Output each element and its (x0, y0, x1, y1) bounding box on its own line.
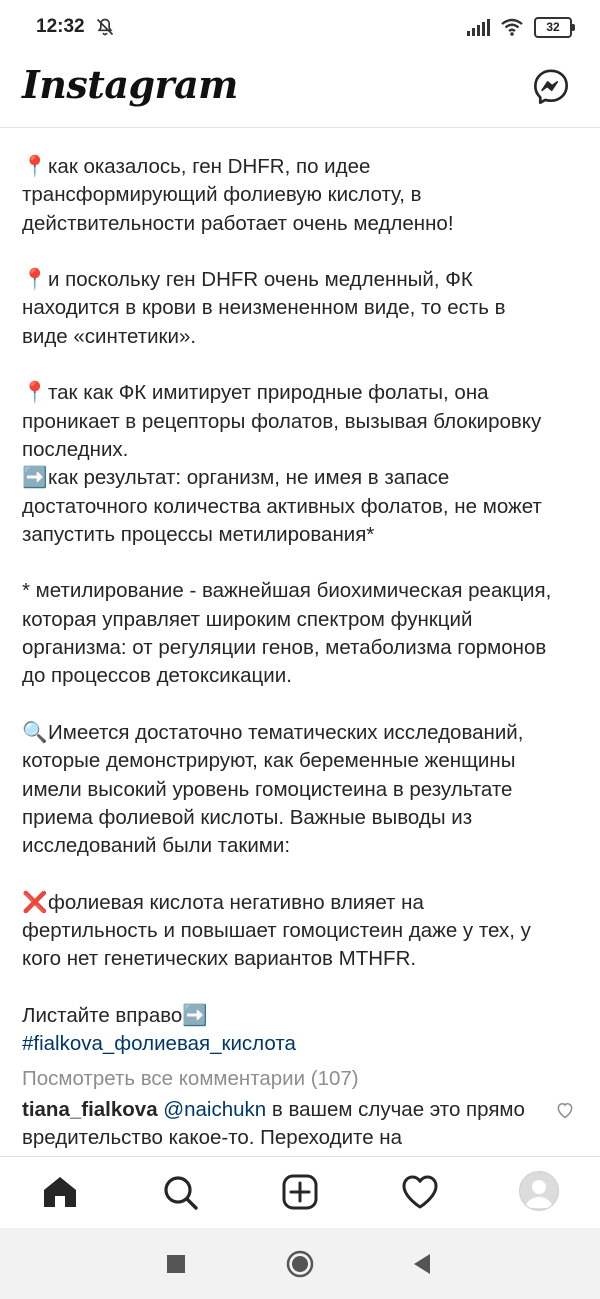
status-left (36, 16, 115, 38)
caption-text: которые демонстрируют, как беременные женщины (22, 749, 516, 773)
system-nav-bar (0, 1228, 600, 1299)
caption-paragraph (22, 153, 582, 238)
caption-paragraph (22, 379, 582, 549)
caption-line (22, 945, 582, 973)
caption-line (22, 606, 582, 634)
new-post-icon[interactable] (280, 1172, 320, 1212)
comment-text-1: в вашем случае это прямо (266, 1098, 525, 1121)
caption-text: которая управляет широким спектром функций (22, 607, 473, 631)
caption-text: как оказалось, ген DHFR, по идее (48, 155, 371, 178)
caption-line (22, 917, 582, 945)
caption-line (22, 408, 582, 436)
comment-line (22, 1096, 542, 1124)
caption-text: проникает в рецепторы фолатов, вызывая блокировку (22, 409, 542, 433)
caption-line (22, 153, 582, 181)
activity-heart-icon[interactable] (400, 1172, 440, 1212)
emoji-icon: ❌ (22, 890, 48, 914)
swipe-line (22, 1002, 582, 1030)
caption-text: и поскольку ген DHFR очень медленный, ФК (48, 268, 473, 292)
battery-icon (534, 17, 572, 38)
caption-text: так как ФК имитирует природные фолаты, она (48, 381, 489, 405)
caption-line (22, 181, 582, 209)
caption-paragraph (22, 577, 582, 690)
caption-text: трансформирующий фолиевую кислоту, в (22, 183, 422, 207)
avatar-placeholder-icon (520, 1172, 558, 1210)
hashtag-link[interactable]: #fialkova_фолиевая_кислота (22, 1032, 296, 1056)
caption-line (22, 294, 582, 322)
caption-line (22, 379, 582, 407)
caption-line (22, 804, 582, 832)
battery-level: 32 (546, 20, 560, 34)
comment-username[interactable]: tiana_fialkova (22, 1098, 158, 1121)
bell-muted-icon (95, 17, 115, 37)
caption-text: фертильность и повышает гомоцистеин даже у тех, у (22, 919, 531, 943)
caption-line (22, 577, 582, 605)
caption-text: исследований были такими: (22, 834, 291, 858)
status-bar (0, 0, 600, 54)
status-right (466, 17, 572, 38)
comment (22, 1096, 542, 1153)
caption-paragraph (22, 266, 582, 351)
view-all-comments-link[interactable]: Посмотреть все комментарии (107) (22, 1067, 359, 1090)
status-time: 12:32 (36, 16, 85, 37)
caption-text: приема фолиевой кислоты. Важные выводы из (22, 805, 473, 829)
caption-text: достаточного количества активных фолатов, не может (22, 494, 542, 518)
emoji-icon: 📍 (22, 268, 48, 292)
caption-paragraph (22, 1002, 582, 1059)
caption-paragraph (22, 889, 582, 974)
caption-line (22, 210, 582, 238)
home-circle-icon[interactable] (286, 1250, 314, 1278)
back-triangle-icon[interactable] (408, 1250, 436, 1278)
comment-like-heart-icon[interactable] (555, 1100, 575, 1120)
caption-text: как результат: организм, не имея в запасе (48, 466, 450, 490)
search-icon[interactable] (160, 1172, 200, 1212)
caption-line (22, 634, 582, 662)
caption-line (22, 493, 582, 521)
messenger-icon[interactable] (532, 68, 570, 106)
caption-line (22, 464, 582, 492)
caption-line (22, 662, 582, 690)
emoji-icon: 📍 (22, 155, 48, 178)
caption-text: Имеется достаточно тематических исследований, (48, 720, 524, 744)
recents-square-icon[interactable] (162, 1250, 190, 1278)
caption-paragraph (22, 719, 582, 860)
app-header (0, 54, 600, 128)
caption-line (22, 323, 582, 351)
comment-mention[interactable]: @naichukn (163, 1098, 267, 1121)
signal-icon (466, 18, 490, 36)
profile-avatar[interactable] (519, 1171, 559, 1211)
caption-line (22, 436, 582, 464)
caption-text: находится в крови в неизмененном виде, то есть в (22, 296, 506, 320)
caption-text: имели высокий уровень гомоцистеина в результате (22, 777, 513, 801)
caption-text: до процессов детоксикации. (22, 664, 292, 688)
caption-line (22, 832, 582, 860)
caption-line (22, 719, 582, 747)
caption-text: фолиевая кислота негативно влияет на (48, 890, 424, 914)
caption-line (22, 776, 582, 804)
caption-text: организма: от регуляции генов, метаболизма гормонов (22, 636, 547, 660)
caption-text: виде «синтетики». (22, 324, 197, 348)
caption-text: последних. (22, 437, 129, 461)
bottom-nav (0, 1156, 600, 1227)
caption-line (22, 266, 582, 294)
caption-text: запустить процессы метилирования* (22, 522, 375, 546)
emoji-icon: 🔍 (22, 720, 48, 744)
caption-line (22, 747, 582, 775)
caption-text: действительности работает очень медленно! (22, 211, 454, 235)
arrow-right-emoji-icon: ➡️ (182, 1003, 208, 1027)
caption-text: * метилирование - важнейшая биохимическая реакция, (22, 579, 552, 603)
swipe-text: Листайте вправо (22, 1003, 183, 1027)
instagram-logo[interactable]: Instagram (22, 62, 238, 107)
emoji-icon: 📍 (22, 381, 48, 405)
wifi-icon (500, 18, 524, 36)
caption-line (22, 889, 582, 917)
post-caption (22, 153, 582, 1059)
emoji-icon: ➡️ (22, 466, 48, 490)
home-icon[interactable] (40, 1172, 80, 1212)
caption-text: кого нет генетических вариантов MTHFR. (22, 947, 417, 971)
caption-line (22, 521, 582, 549)
comment-text-2: вредительство какое-то. Переходите на (22, 1126, 403, 1150)
